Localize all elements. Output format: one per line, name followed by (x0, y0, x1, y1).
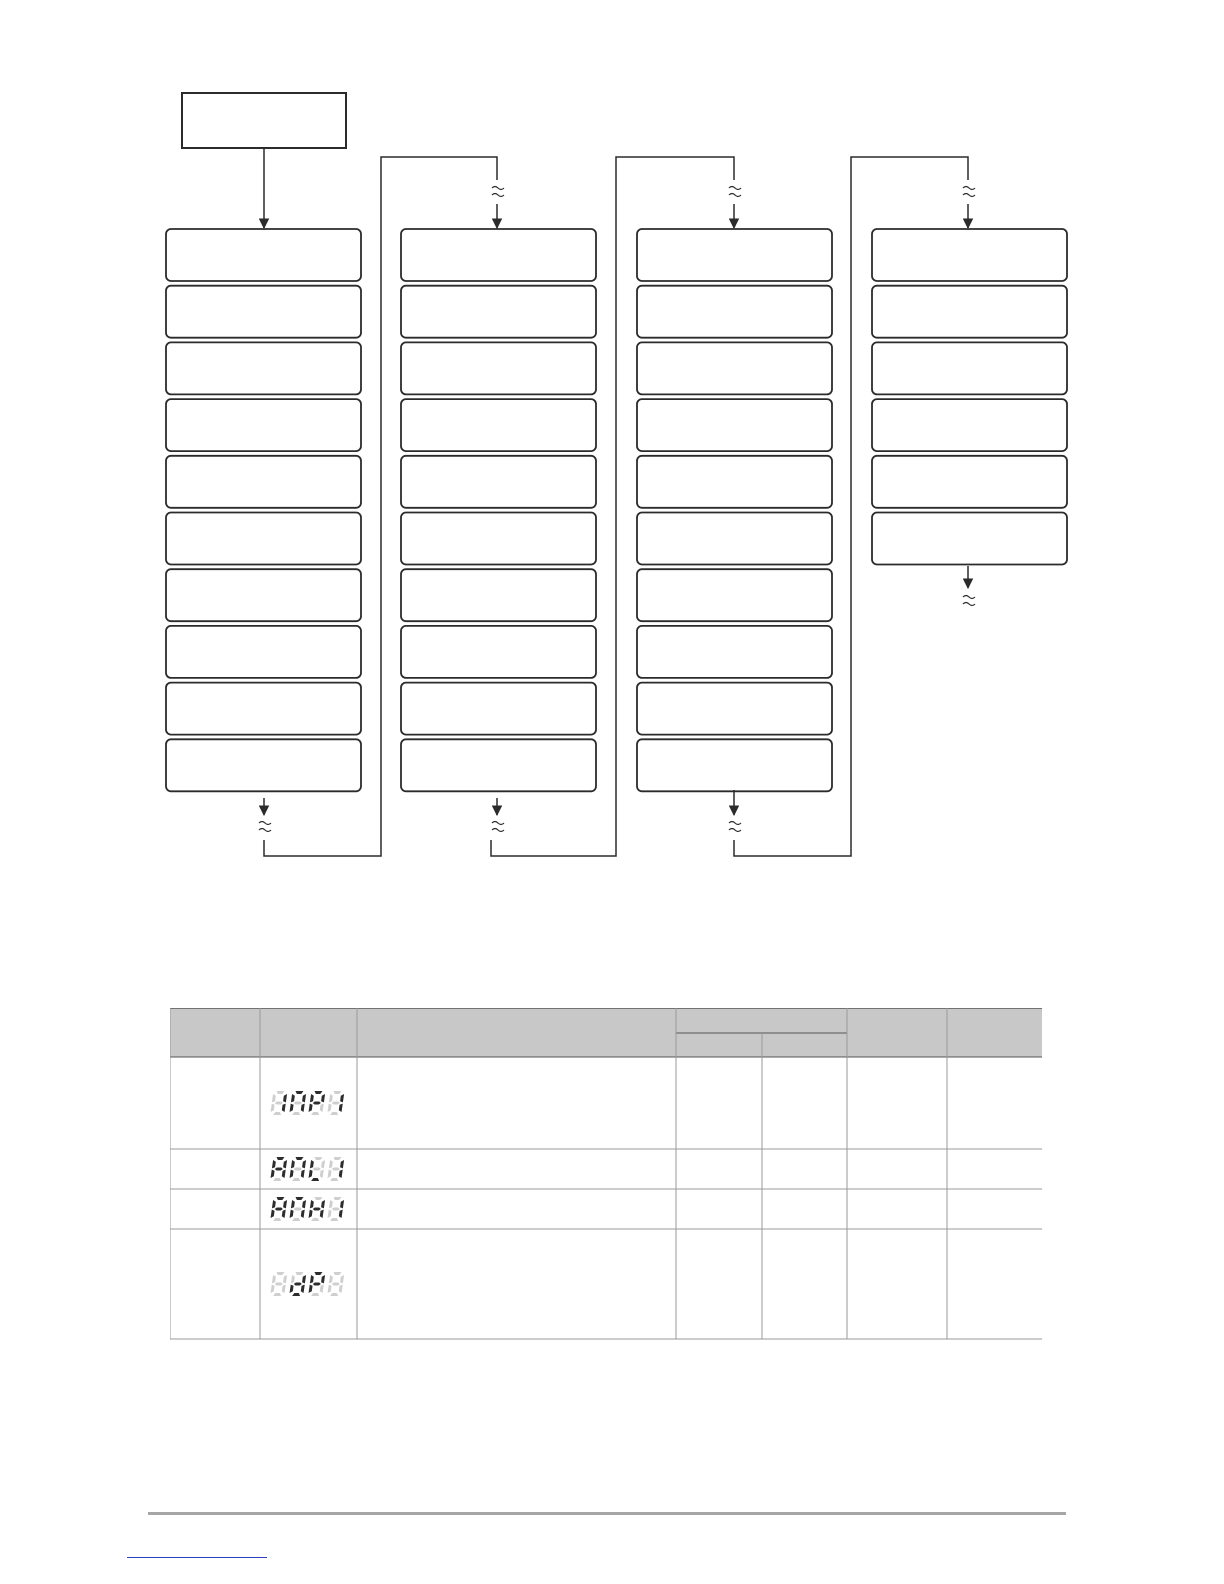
menu-box (166, 513, 361, 565)
menu-box (872, 456, 1067, 508)
menu-box (637, 286, 832, 338)
table-row (270, 1157, 344, 1181)
menu-box (401, 569, 596, 621)
lcd-code-icon (270, 1157, 344, 1181)
menu-box (166, 286, 361, 338)
menu-box (401, 456, 596, 508)
menu-box (872, 513, 1067, 565)
start-box (182, 93, 346, 148)
menu-box (166, 456, 361, 508)
menu-box (637, 683, 832, 735)
menu-box (637, 229, 832, 281)
menu-box (637, 342, 832, 394)
table-row (270, 1091, 344, 1115)
menu-box (872, 342, 1067, 394)
menu-box (872, 399, 1067, 451)
menu-box (166, 739, 361, 791)
menu-box (401, 229, 596, 281)
menu-box (166, 229, 361, 281)
lcd-code-icon (270, 1197, 344, 1221)
menu-box (166, 399, 361, 451)
menu-box (401, 739, 596, 791)
menu-box (401, 399, 596, 451)
menu-box (166, 569, 361, 621)
table-row (270, 1272, 344, 1296)
parameter-table (170, 1008, 1042, 1340)
menu-box (637, 739, 832, 791)
lcd-code-icon (270, 1091, 344, 1115)
menu-box (637, 569, 832, 621)
footer-rule (148, 1512, 1066, 1515)
menu-box (401, 342, 596, 394)
table-row (270, 1197, 344, 1221)
menu-box (166, 683, 361, 735)
menu-box (637, 399, 832, 451)
menu-box (401, 286, 596, 338)
menu-box (872, 286, 1067, 338)
footer-link-underline (127, 1557, 267, 1558)
menu-box (401, 626, 596, 678)
menu-box (166, 342, 361, 394)
menu-box (401, 513, 596, 565)
menu-box (637, 626, 832, 678)
menu-box (872, 229, 1067, 281)
table-grid (170, 1008, 1042, 1339)
menu-box (401, 683, 596, 735)
table-header (170, 1008, 1042, 1057)
menu-box (637, 456, 832, 508)
menu-box (166, 626, 361, 678)
connector-col4-end (963, 566, 975, 606)
menu-box (637, 513, 832, 565)
lcd-code-icon (270, 1272, 344, 1296)
